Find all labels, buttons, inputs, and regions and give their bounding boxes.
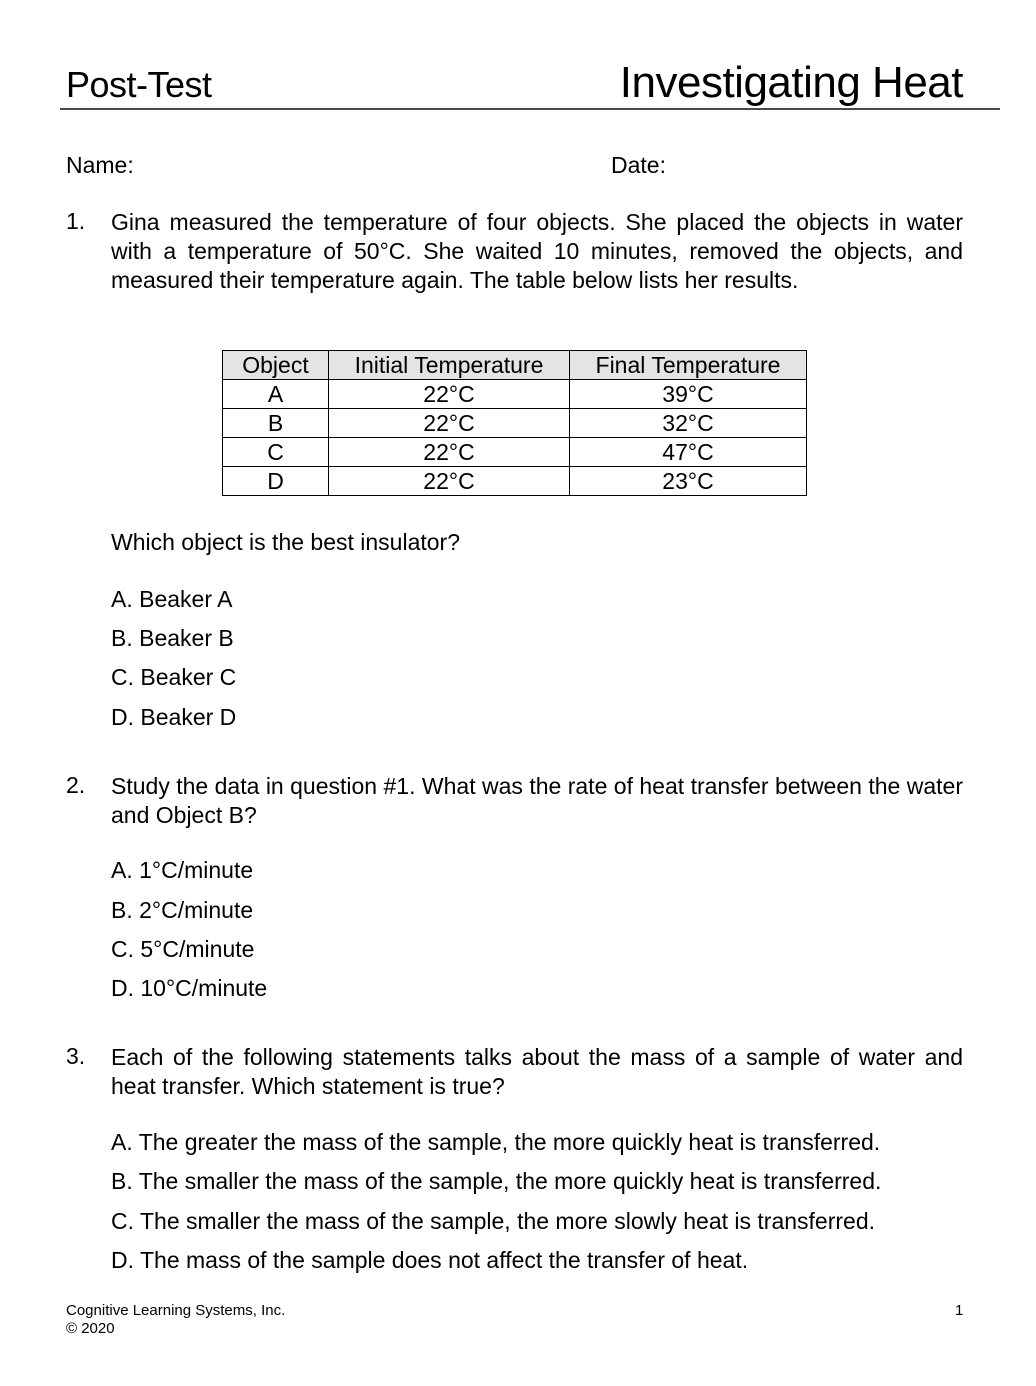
question-1-number: 1.	[66, 208, 86, 234]
question-2-text: Study the data in question #1. What was the rate of heat transfer between the water and Object B?	[111, 773, 963, 828]
name-label: Name:	[66, 152, 134, 178]
question-2-option-a: A. 1°C/minute	[111, 857, 254, 883]
table-cell-final: 23°C	[570, 467, 807, 496]
table-cell-object: B	[223, 409, 329, 438]
question-2-option-b: B. 2°C/minute	[111, 897, 254, 923]
test-type-title: Post-Test	[66, 64, 212, 105]
table-cell-initial: 22°C	[329, 409, 570, 438]
question-3-option-b: B. The smaller the mass of the sample, the more quickly heat is transferred.	[111, 1168, 882, 1194]
question-1-text: Gina measured the temperature of four objects. She placed the objects in water with a temperature of 50°C. She waited 10 minutes, removed the objects, and measured their temperature again. The table below lists her results.	[111, 209, 963, 293]
table-cell-final: 32°C	[570, 409, 807, 438]
table-header-row	[223, 351, 807, 380]
table-header-final-temperature: Final Temperature	[570, 351, 807, 380]
question-2-option-c: C. 5°C/minute	[111, 936, 255, 962]
question-1-option-b: B. Beaker B	[111, 625, 234, 651]
table-cell-final: 47°C	[570, 438, 807, 467]
results-table	[222, 350, 807, 496]
table-header-object: Object	[223, 351, 329, 380]
question-2-option-d: D. 10°C/minute	[111, 975, 268, 1001]
footer-copyright: © 2020	[66, 1320, 115, 1337]
unit-title: Investigating Heat	[619, 58, 963, 107]
table-row	[223, 438, 807, 467]
table-cell-object: C	[223, 438, 329, 467]
table-row	[223, 467, 807, 496]
table-row	[223, 409, 807, 438]
question-3-option-a: A. The greater the mass of the sample, the more quickly heat is transferred.	[111, 1129, 881, 1155]
page-number: 1	[955, 1302, 964, 1319]
question-3-option-d: D. The mass of the sample does not affect the transfer of heat.	[111, 1247, 749, 1273]
date-label: Date:	[611, 152, 666, 178]
table-cell-initial: 22°C	[329, 467, 570, 496]
question-3-text: Each of the following statements talks about the mass of a sample of water and heat transfer. Which statement is true?	[111, 1044, 963, 1099]
question-1-option-c: C. Beaker C	[111, 664, 237, 690]
header-divider	[60, 108, 1000, 110]
question-1-option-d: D. Beaker D	[111, 704, 237, 730]
question-1-option-a: A. Beaker A	[111, 586, 233, 612]
question-3-option-c: C. The smaller the mass of the sample, the more slowly heat is transferred.	[111, 1208, 875, 1234]
question-2-number: 2.	[66, 772, 86, 798]
table-cell-object: A	[223, 380, 329, 409]
table-cell-initial: 22°C	[329, 380, 570, 409]
table-row	[223, 380, 807, 409]
table-header-initial-temperature: Initial Temperature	[329, 351, 570, 380]
footer-company: Cognitive Learning Systems, Inc.	[66, 1302, 286, 1319]
table-cell-initial: 22°C	[329, 438, 570, 467]
table-cell-final: 39°C	[570, 380, 807, 409]
question-3-number: 3.	[66, 1043, 86, 1069]
table-cell-object: D	[223, 467, 329, 496]
question-1-prompt: Which object is the best insulator?	[111, 529, 461, 555]
